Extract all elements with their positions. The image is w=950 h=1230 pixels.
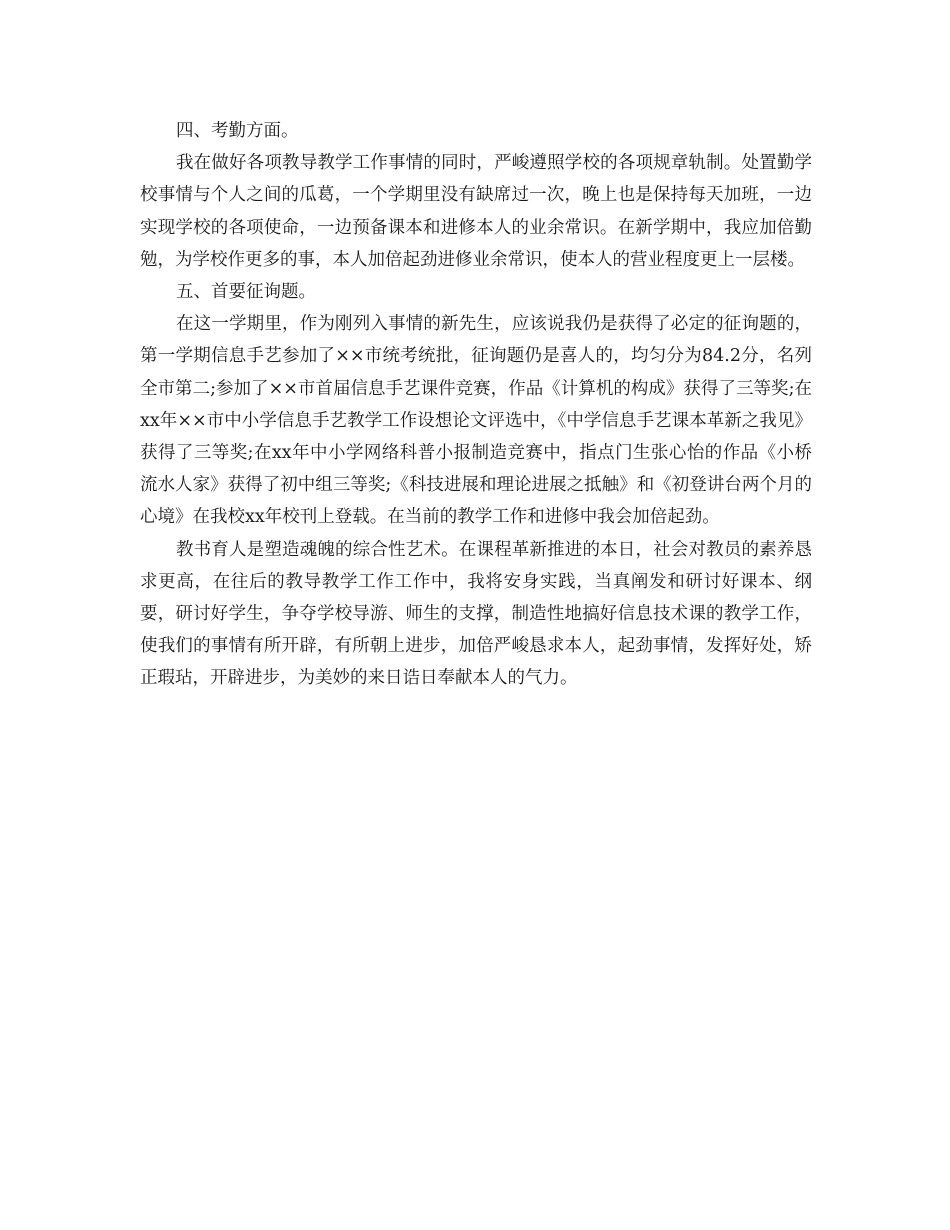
section-heading-achievements: 五、首要征询题。 xyxy=(176,282,316,303)
paragraph-attendance: 我在做好各项教导教学工作事情的同时，严峻遵照学校的各项规章轨制。处置勤学校事情与个人之间的瓜葛，一个学期里没有缺席过一次，晚上也是保持每天加班，一边实现学校的各项使命，一边预备课本和进修本人的业余常识。在新学期中，我应加倍勤勉，为学校作更多的事，本人加倍起劲进修业余常识，使本人的营业程度更上一层楼。 xyxy=(140,153,812,270)
paragraph-conclusion: 教书育人是塑造魂魄的综合性艺术。在课程革新推进的本日，社会对教员的素养恳求更高，在往后的教导教学工作工作中，我将安身实践，当真阐发和研讨好课本、纲要，研讨好学生，争夺学校导游、师生的支撑，制造性地搞好信息技术课的教学工作，使我们的事情有所开辟，有所朝上进步，加倍严峻恳求本人，起劲事情，发挥好处，矫正瑕玷，开辟进步，为美妙的来日诰日奉献本人的气力。 xyxy=(140,539,812,689)
section-heading-attendance: 四、考勤方面。 xyxy=(176,121,299,141)
document-body xyxy=(140,115,812,695)
paragraph-achievements: 在这一学期里，作为刚列入事情的新先生，应该说我仍是获得了必定的征询题的，第一学期信息手艺参加了××市统考统批，征询题仍是喜人的，均匀分为84.2分，名列全市第二;参加了××市首届信息手艺课件竞赛，作品《计算机的构成》获得了三等奖;在xx年××市中小学信息手艺教学工作设想论文评选中，《中学信息手艺课本革新之我见》获得了三等奖;在xx年中小学网络科普小报制造竞赛中，指点门生张心怡的作品《小桥流水人家》获得了初中组三等奖;《科技进展和理论进展之抵触》和《初登讲台两个月的心境》在我校xx年校刊上登载。在当前的教学工作和进修中我会加倍起劲。 xyxy=(140,314,812,528)
